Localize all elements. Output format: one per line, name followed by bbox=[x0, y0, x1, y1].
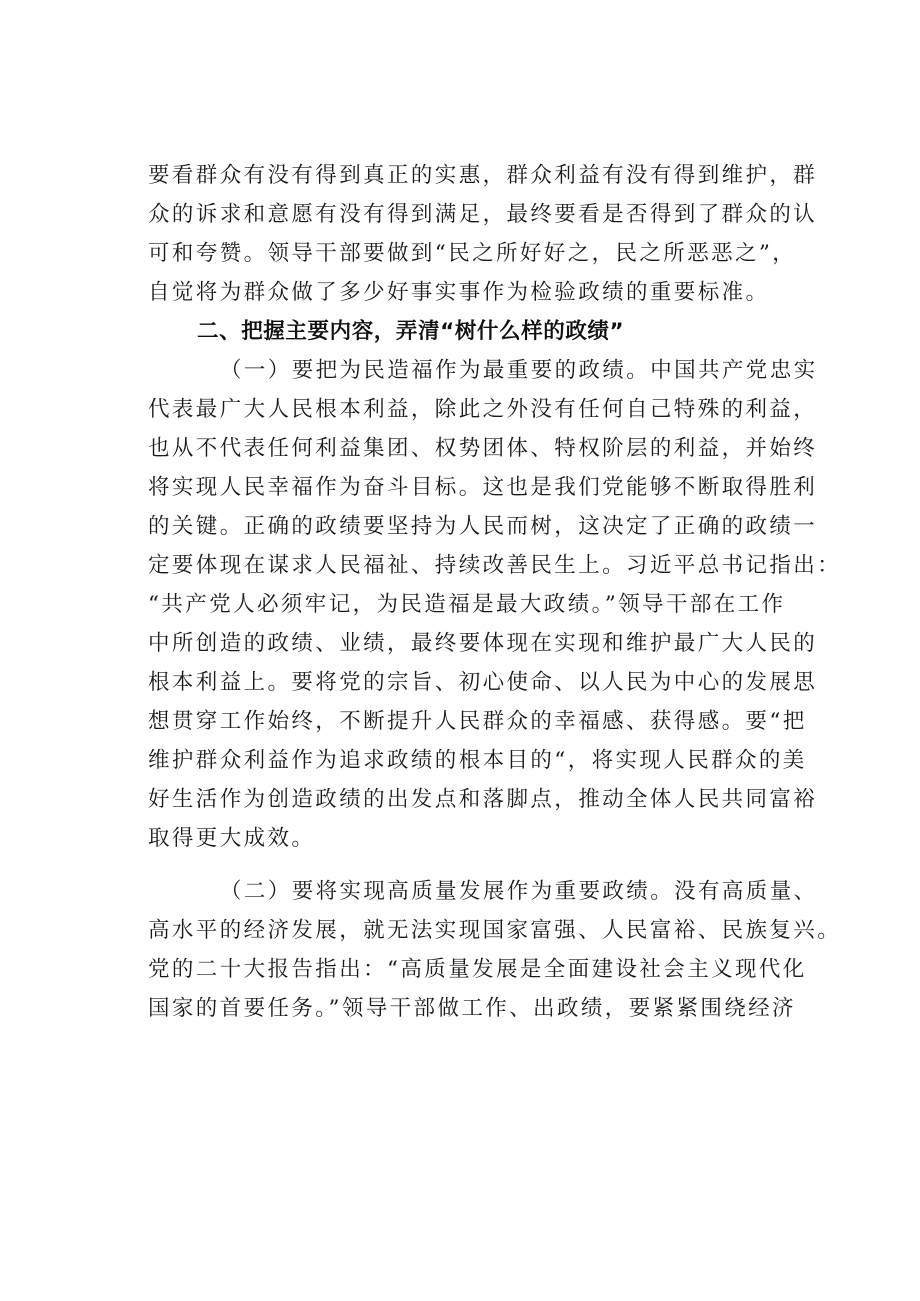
text-line: 中所创造的政绩、业绩，最终要体现在实现和维护最广大人民的 bbox=[148, 631, 818, 656]
text-line: 定要体现在谋求人民福祉、持续改善民生上。习近平总书记指出： bbox=[148, 553, 842, 578]
text-line: 将实现人民幸福作为奋斗目标。这也是我们党能够不断取得胜利 bbox=[148, 475, 818, 500]
text-line: 自觉将为群众做了多少好事实事作为检验政绩的重要标准。 bbox=[148, 280, 770, 305]
text-line: 的关键。正确的政绩要坚持为人民而树，这决定了正确的政绩一 bbox=[148, 514, 818, 539]
text-line: （一）要把为民造福作为最重要的政绩。中国共产党忠实 bbox=[220, 358, 818, 383]
text-line: 党的二十大报告指出：“高质量发展是全面建设社会主义现代化 bbox=[148, 957, 807, 982]
text-line: 根本利益上。要将党的宗旨、初心使命、以人民为中心的发展思 bbox=[148, 670, 818, 695]
text-line: “共产党人必须牢记，为民造福是最大政绩。”领导干部在工作 bbox=[148, 592, 786, 617]
text-line: 众的诉求和意愿有没有得到满足，最终要看是否得到了群众的认 bbox=[148, 202, 818, 227]
intro-paragraph bbox=[148, 156, 818, 312]
text-line: 也从不代表任何利益集团、权势团体、特权阶层的利益，并始终 bbox=[148, 436, 818, 461]
text-line: 好生活作为创造政绩的出发点和落脚点，推动全体人民共同富裕 bbox=[148, 787, 818, 812]
text-line: 可和夸赞。领导干部要做到“民之所好好之，民之所恶恶之”， bbox=[148, 241, 797, 266]
text-line: 想贯穿工作始终，不断提升人民群众的幸福感、获得感。要“把 bbox=[148, 709, 807, 734]
section-heading: 二、把握主要内容，弄清“树什么样的政绩” bbox=[197, 319, 625, 344]
paragraph-spacer bbox=[148, 858, 808, 872]
text-line: （二）要将实现高质量发展作为重要政绩。没有高质量、 bbox=[220, 879, 818, 904]
document-body bbox=[148, 156, 842, 1028]
text-line: 代表最广大人民根本利益，除此之外没有任何自己特殊的利益， bbox=[148, 397, 818, 422]
paragraph-two bbox=[148, 872, 842, 1028]
text-line: 要看群众有没有得到真正的实惠，群众利益有没有得到维护，群 bbox=[148, 163, 818, 188]
text-line: 维护群众利益作为追求政绩的根本目的“，将实现人民群众的美 bbox=[148, 748, 807, 773]
text-line: 取得更大成效。 bbox=[148, 826, 316, 851]
paragraph-one bbox=[148, 351, 842, 858]
text-line: 高水平的经济发展，就无法实现国家富强、人民富裕、民族复兴。 bbox=[148, 918, 842, 943]
text-line: 国家的首要任务。”领导干部做工作、出政绩，要紧紧围绕经济 bbox=[148, 996, 796, 1021]
